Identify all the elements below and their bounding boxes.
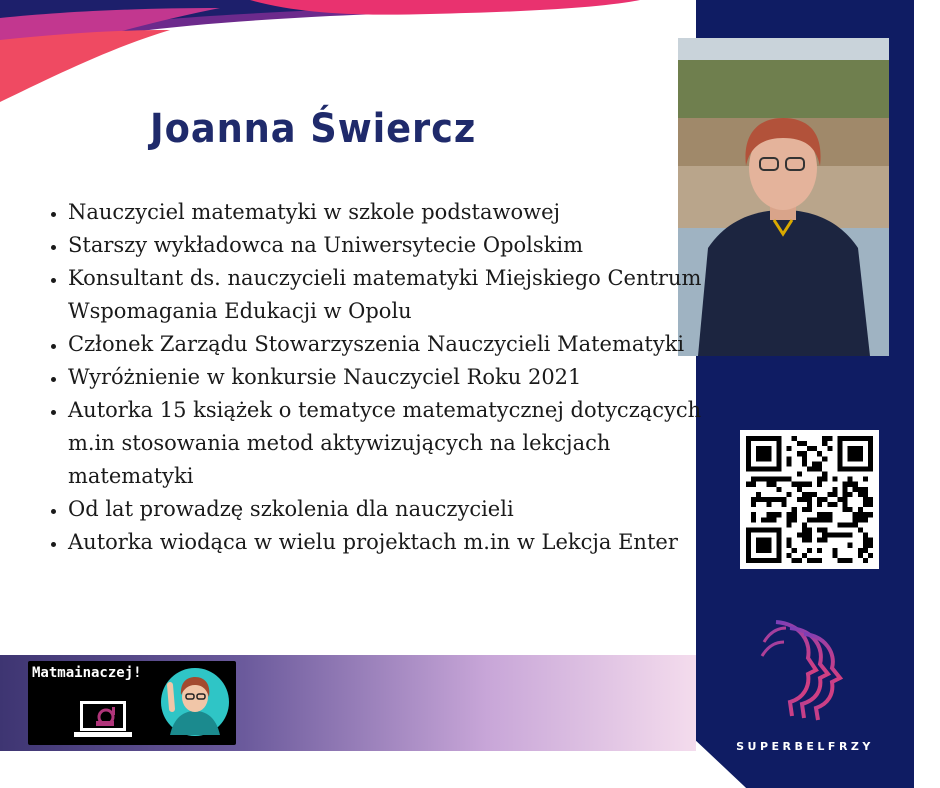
avatar-icon — [158, 665, 232, 739]
bio-item: • Nauczyciel matematyki w szkole podstawowej — [68, 196, 718, 229]
bio-item: • Konsultant ds. nauczycieli matematyki Miejskiego Centrum Wspomagania Edukacji w Opolu — [68, 262, 718, 328]
bio-item: • Starszy wykładowca na Uniwersytecie Opolskim — [68, 229, 718, 262]
bio-item: • Członek Zarządu Stowarzyszenia Nauczycieli Matematyki — [68, 328, 718, 361]
bio-item: • Autorka 15 książek o tematyce matematycznej dotyczących m.in stosowania metod aktywizujących na lekcjach matematyki — [68, 394, 718, 493]
laptop-icon — [72, 699, 134, 741]
bio-item: • Wyróżnienie w konkursie Nauczyciel Roku 2021 — [68, 361, 718, 394]
matma-logo — [28, 661, 236, 745]
bio-list — [42, 196, 718, 559]
top-waves-decoration — [0, 0, 700, 110]
bio-item: • Od lat prowadzę szkolenia dla nauczycieli — [68, 493, 718, 526]
qr-code-icon[interactable] — [740, 430, 879, 569]
brand-name: SUPERBELFRZY — [736, 740, 874, 753]
matma-logo-text: Matmainaczej! — [32, 665, 142, 681]
page-title: Joanna Świercz — [150, 106, 477, 152]
superbelfrzy-logo-icon — [756, 612, 856, 722]
bio-item: • Autorka wiodąca w wielu projektach m.in w Lekcja Enter — [68, 526, 718, 559]
